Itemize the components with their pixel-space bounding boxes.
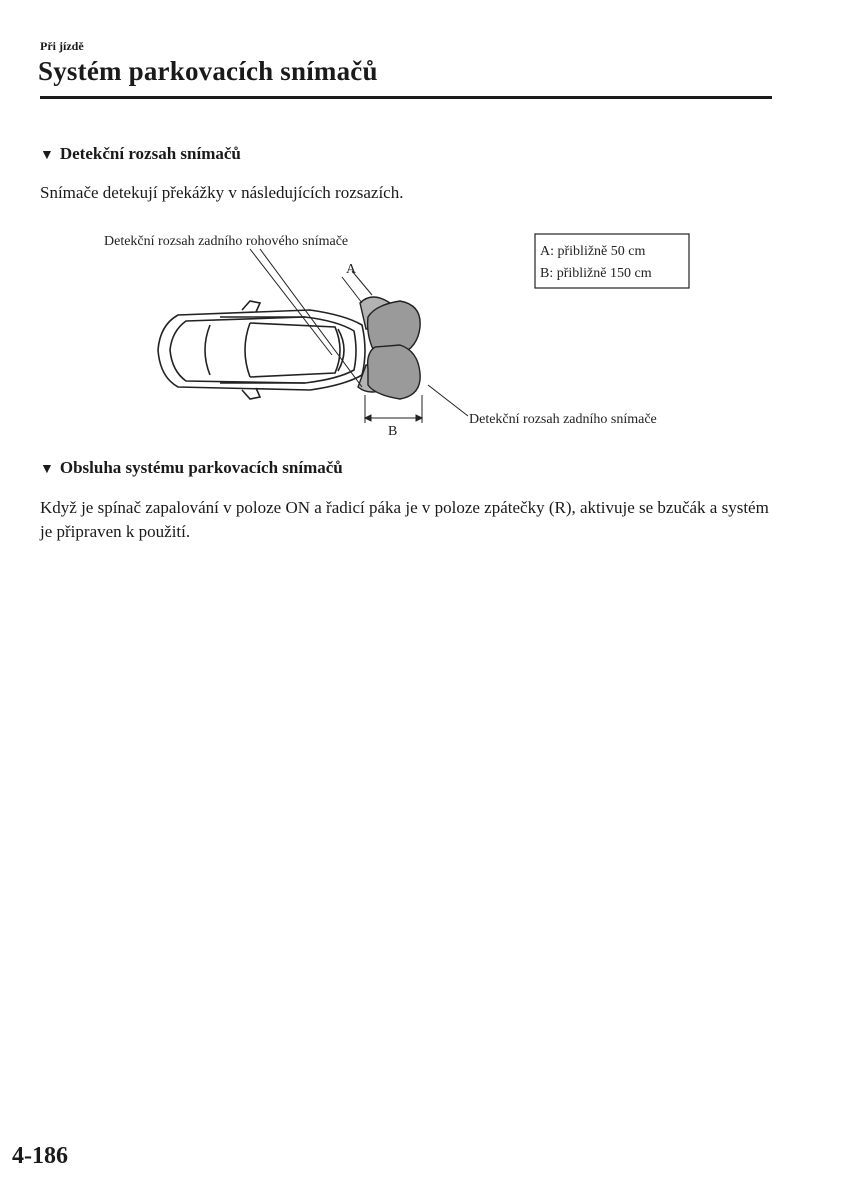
triangle-down-icon: ▼ [40, 462, 54, 477]
detection-range-text: Snímače detekují překážky v následujících rozsazích. [40, 183, 404, 202]
corner-sensor-label: Detekční rozsah zadního rohového snímače [104, 234, 349, 249]
legend-a: A: přibližně 50 cm [540, 244, 646, 259]
marker-b: B [388, 424, 398, 439]
detection-zones [358, 297, 420, 399]
section-label: Při jízdě [40, 39, 84, 53]
dimension-b-line [365, 395, 422, 423]
sensor-diagram-svg [100, 225, 720, 445]
page-number: 4-186 [12, 1143, 68, 1169]
section-heading-operation [40, 458, 343, 478]
operation-text: Když je spínač zapalování v poloze ON a řadicí páka je v poloze zpátečky (R), aktivuje se bzučák a systém je připraven k použití. [40, 498, 769, 541]
marker-a: A [346, 262, 357, 277]
page-title: Systém parkovacích snímačů [38, 56, 378, 86]
rear-sensor-label: Detekční rozsah zadního snímače [469, 412, 657, 427]
legend-box [535, 234, 689, 288]
heading-text: Detekční rozsah snímačů [59, 144, 241, 163]
sensor-range-diagram [100, 225, 720, 445]
title-divider [40, 96, 772, 99]
legend-b: B: přibližně 150 cm [540, 266, 652, 281]
triangle-down-icon: ▼ [40, 148, 54, 163]
car-top-view [158, 301, 365, 399]
section-heading-detection-range [40, 144, 241, 164]
heading-text: Obsluha systému parkovacích snímačů [59, 458, 343, 477]
